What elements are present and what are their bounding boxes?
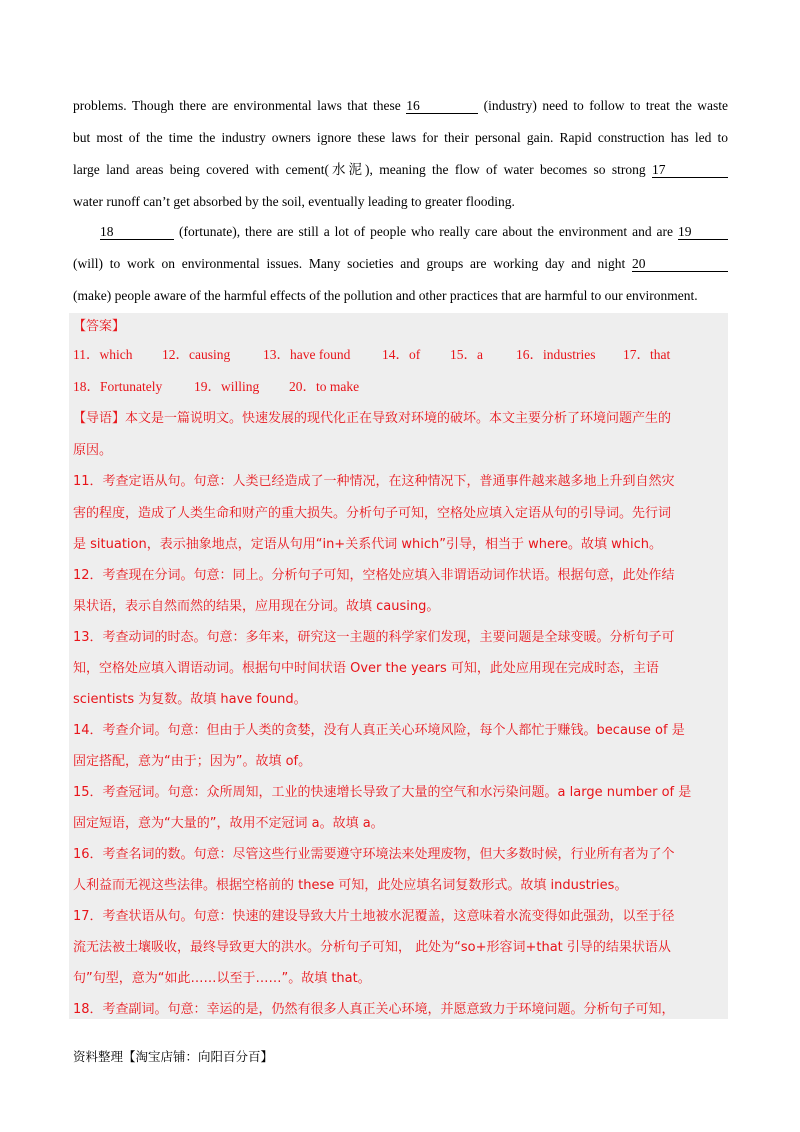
answer-item: 19．willing — [194, 379, 260, 394]
passage-line: 18 (fortunate), there are still a lot of people who really care about the environment and are 19 — [100, 223, 728, 241]
answer-item: 13．have found — [263, 347, 351, 362]
answer-blank-18: 18 — [100, 224, 174, 240]
explanation-line: 15．考查冠词。句意：众所周知，工业的快速增长导致了大量的空气和水污染问题。a large number of 是 — [73, 785, 692, 800]
explanation-line: 句”句型，意为“如此……以至于……”。故填 that。 — [73, 971, 371, 986]
answer-item: 14．of — [382, 347, 421, 362]
explanation-line: 人利益而无视这些法律。根据空格前的 these 可知，此处应填名词复数形式。故填 industries。 — [73, 878, 628, 893]
answer-blank-20: 20 — [632, 256, 728, 272]
answer-header: 【答案】 — [73, 319, 126, 334]
explanation-line: 固定搭配，意为“由于；因为”。故填 of。 — [73, 754, 312, 769]
explanation-line: 11．考查定语从句。句意：人类已经造成了一种情况，在这种情况下，普通事件越来越多地上升到自然灾 — [73, 474, 675, 489]
answer-blank-17: 17 — [652, 162, 728, 178]
guide-paragraph-cont: 原因。 — [73, 443, 113, 458]
answer-item: 20．to make — [289, 379, 360, 394]
explanation-line: 16．考查名词的数。句意：尽管这些行业需要遵守环境法来处理废物，但大多数时候，行业所有者为了个 — [73, 847, 675, 862]
answer-item: 11．which — [73, 347, 133, 362]
explanation-line: 害的程度，造成了人类生命和财产的重大损失。分析句子可知，空格处应填入定语从句的引导词。先行词 — [73, 506, 672, 521]
page-footer: 资料整理【淘宝店铺：向阳百分百】 — [73, 1049, 274, 1064]
answer-item: 17．that — [623, 347, 671, 362]
explanation-line: 是 situation，表示抽象地点，定语从句用“in+关系代词 which”引导，相当于 where。故填 which。 — [73, 537, 662, 552]
passage-line: (make) people aware of the harmful effects of the pollution and other practices that are harmful to our environment. — [73, 288, 698, 303]
explanation-line: scientists 为复数。故填 have found。 — [73, 692, 307, 707]
passage-line: water runoff can’t get absorbed by the soil, eventually leading to greater flooding. — [73, 194, 515, 209]
answer-item: 15．a — [450, 347, 483, 362]
answer-blank-16: 16 — [406, 98, 478, 114]
explanation-line: 12．考查现在分词。句意：同上。分析句子可知，空格处应填入非谓语动词作状语。根据句意，此处作结 — [73, 568, 675, 583]
passage-line: large land areas being covered with cement(水泥), meaning the flow of water becomes so strong 17 — [73, 161, 728, 179]
explanation-line: 13．考查动词的时态。句意：多年来，研究这一主题的科学家们发现，主要问题是全球变暖。分析句子可 — [73, 630, 675, 645]
explanation-line: 18．考查副词。句意：幸运的是，仍然有很多人真正关心环境，并愿意致力于环境问题。分析句子可知， — [73, 1002, 675, 1017]
answer-item: 12．causing — [162, 347, 231, 362]
passage-line: problems. Though there are environmental laws that these 16 (industry) need to follow to treat the waste — [73, 98, 729, 113]
answer-item: 16．industries — [516, 347, 596, 362]
answer-blank-19: 19 — [678, 224, 728, 240]
passage-line: (will) to work on environmental issues. Many societies and groups are working day and night 20 — [73, 255, 728, 273]
explanation-line: 流无法被土壤吸收，最终导致更大的洪水。分析句子可知， 此处为“so+形容词+that 引导的结果状语从 — [73, 940, 671, 955]
explanation-line: 14．考查介词。句意：但由于人类的贪婪，没有人真正关心环境风险，每个人都忙于赚钱。because of 是 — [73, 723, 685, 738]
answer-item: 18．Fortunately — [73, 379, 163, 394]
guide-paragraph: 【导语】本文是一篇说明文。快速发展的现代化正在导致对环境的破坏。本文主要分析了环境问题产生的 — [73, 411, 672, 426]
explanation-line: 果状语，表示自然而然的结果，应用现在分词。故填 causing。 — [73, 599, 440, 614]
explanation-line: 17．考查状语从句。句意：快速的建设导致大片土地被水泥覆盖，这意味着水流变得如此强劲，以至于径 — [73, 909, 675, 924]
passage-line: but most of the time the industry owners ignore these laws for their personal gain. Rapid construction has led to — [73, 130, 728, 145]
explanation-line: 知，空格处应填入谓语动词。根据句中时间状语 Over the years 可知，此处应用现在完成时态，主语 — [73, 661, 659, 676]
explanation-line: 固定短语，意为“大量的”，故用不定冠词 a。故填 a。 — [73, 816, 384, 831]
